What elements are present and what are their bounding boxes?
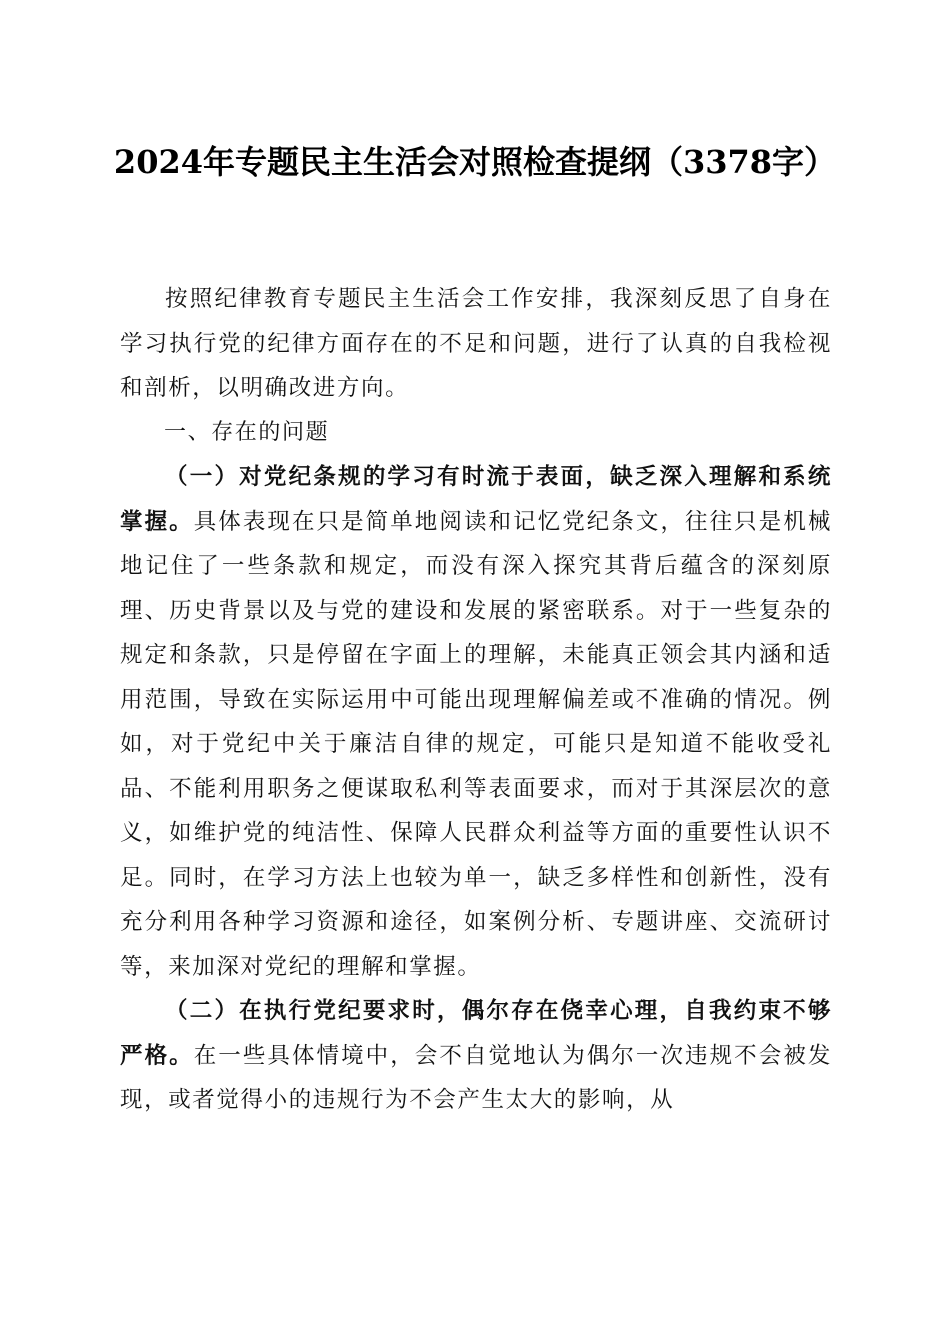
problem-item-2-lead: （二）在执行党纪要求时，偶尔存在侥幸心理，自我约束不够严格。 [120,998,832,1069]
problem-item-1 [120,455,832,989]
section-heading-problems: 一、存在的问题 [164,419,330,445]
document-title: 2024年专题民主生活会对照检查提纲（3378字） [113,143,837,181]
document-body [120,277,832,1123]
problem-item-1-lead: （一）对党纪条规的学习有时流于表面，缺乏深入理解和系统掌握。 [120,464,832,535]
problem-item-2 [120,989,832,1123]
intro-paragraph: 按照纪律教育专题民主生活会工作安排，我深刻反思了自身在学习执行党的纪律方面存在的不足和问题，进行了认真的自我检视和剖析，以明确改进方向。 [120,286,832,401]
problem-item-1-text: 具体表现在只是简单地阅读和记忆党纪条文，往往只是机械地记住了一些条款和规定，而没有深入探究其背后蕴含的深刻原理、历史背景以及与党的建设和发展的紧密联系。对于一些复杂的规定和条款，只是停留在字面上的理解，未能真正领会其内涵和适用范围，导致在实际运用中可能出现理解偏差或不准确的情况。例如，对于党纪中关于廉洁自律的规定，可能只是知道不能收受礼品、不能利用职务之便谋取私利等表面要求，而对于其深层次的意义，如维护党的纯洁性、保障人民群众利益等方面的重要性认识不足。同时，在学习方法上也较为单一，缺乏多样性和创新性，没有充分利用各种学习资源和途径，如案例分析、专题讲座、交流研讨等，来加深对党纪的理解和掌握。 [120,508,832,980]
problem-item-2-text: 在一些具体情境中，会不自觉地认为偶尔一次违规不会被发现，或者觉得小的违规行为不会产生太大的影响，从 [120,1042,832,1113]
